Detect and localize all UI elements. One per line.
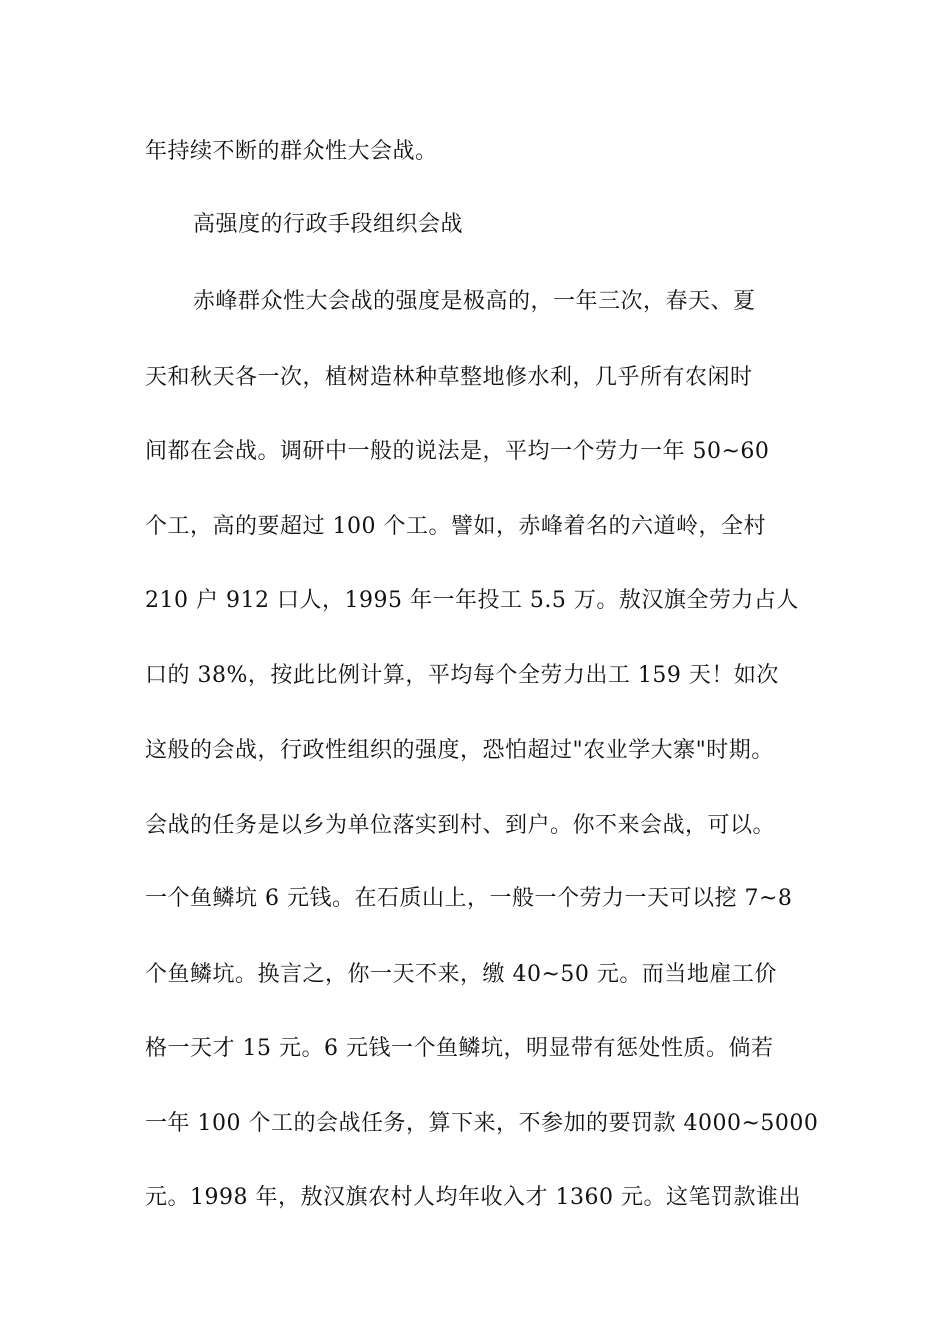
text-line: 一个鱼鳞坑 6 元钱。在石质山上，一般一个劳力一天可以挖 7~8	[145, 886, 793, 911]
text-line: 会战的任务是以乡为单位落实到村、到户。你不来会战，可以。	[145, 813, 776, 838]
text-line: 个鱼鳞坑。换言之，你一天不来，缴 40~50 元。而当地雇工价	[145, 962, 777, 987]
section-heading: 高强度的行政手段组织会战	[193, 212, 464, 237]
text-line: 一年 100 个工的会战任务，算下来，不参加的要罚款 4000~5000	[145, 1111, 819, 1136]
text-line: 个工，高的要超过 100 个工。譬如，赤峰着名的六道岭，全村	[145, 514, 766, 539]
text-line: 间都在会战。调研中一般的说法是，平均一个劳力一年 50~60	[145, 439, 770, 464]
text-line: 格一天才 15 元。6 元钱一个鱼鳞坑，明显带有惩处性质。倘若	[145, 1036, 774, 1061]
text-line: 赤峰群众性大会战的强度是极高的，一年三次，春天、夏	[193, 289, 756, 314]
text-line: 元。1998 年，敖汉旗农村人均年收入才 1360 元。这笔罚款谁出	[145, 1185, 801, 1210]
text-line: 口的 38%，按此比例计算，平均每个全劳力出工 159 天！如次	[145, 663, 779, 688]
text-line: 210 户 912 口人，1995 年一年投工 5.5 万。敖汉旗全劳力占人	[145, 588, 799, 613]
text-line: 这般的会战，行政性组织的强度，恐怕超过"农业学大寨"时期。	[145, 738, 774, 763]
text-line: 天和秋天各一次，植树造林种草整地修水利，几乎所有农闲时	[145, 365, 753, 390]
text-line: 年持续不断的群众性大会战。	[145, 139, 438, 164]
